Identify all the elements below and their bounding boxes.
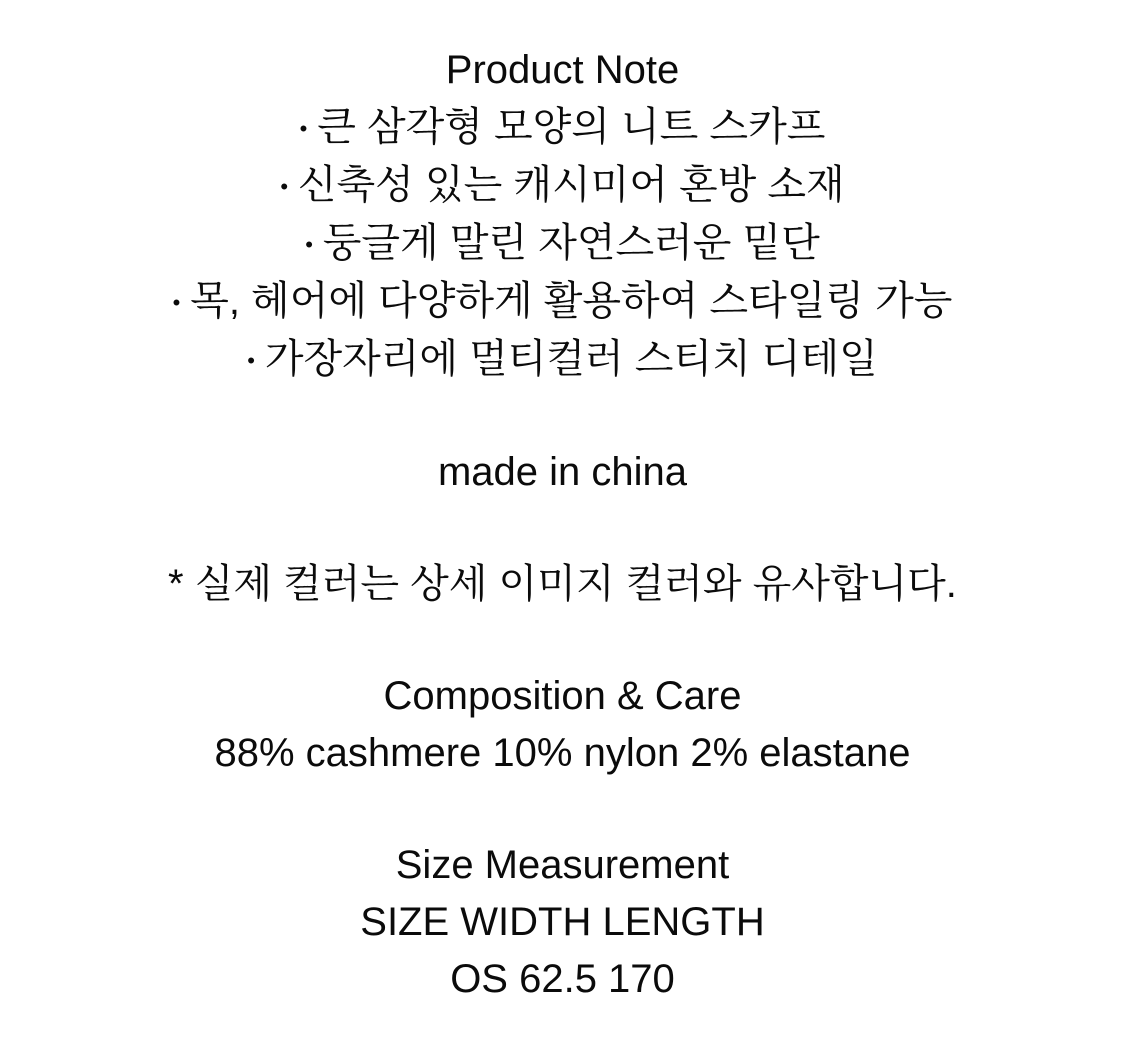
- size-measurement-title: Size Measurement: [395, 843, 730, 888]
- product-note-item-text: 가장자리에 멀티컬러 스티치 디테일: [264, 337, 878, 382]
- bullet-icon: •: [299, 116, 308, 142]
- product-note-item-text: 둥글게 말린 자연스러운 밑단: [322, 221, 820, 266]
- bullet-icon: •: [172, 290, 181, 316]
- product-note-item: [0, 273, 1125, 331]
- size-row: OS 62.5 170: [450, 957, 675, 1002]
- product-note-item-text: 신축성 있는 캐시미어 혼방 소재: [297, 163, 845, 208]
- product-note-item: [0, 99, 1125, 157]
- product-note-section: [0, 42, 1125, 389]
- origin-label: made in china: [437, 450, 688, 495]
- product-note-list: [0, 99, 1125, 389]
- bullet-icon: •: [305, 232, 313, 258]
- product-note-item: [0, 331, 1125, 389]
- composition-detail: 88% cashmere 10% nylon 2% elastane: [214, 731, 911, 776]
- product-note-item-text: 목, 헤어에 다양하게 활용하여 스타일링 가능: [190, 279, 953, 324]
- product-note-item: [0, 215, 1125, 273]
- bullet-icon: •: [280, 174, 289, 200]
- product-note-title: Product Note: [445, 48, 680, 92]
- size-measurement-section: [0, 837, 1125, 1008]
- product-note-item-text: 큰 삼각형 모양의 니트 스카프: [317, 105, 826, 149]
- color-note-text: * 실제 컬러는 상세 이미지 컬러와 유사합니다.: [168, 562, 957, 607]
- color-note-section: [0, 556, 1125, 613]
- product-note-item: [0, 157, 1125, 215]
- composition-title: Composition & Care: [383, 674, 742, 719]
- size-columns-header: SIZE WIDTH LENGTH: [360, 900, 765, 945]
- origin-section: [0, 444, 1125, 501]
- composition-section: [0, 668, 1125, 782]
- bullet-icon: •: [247, 348, 255, 374]
